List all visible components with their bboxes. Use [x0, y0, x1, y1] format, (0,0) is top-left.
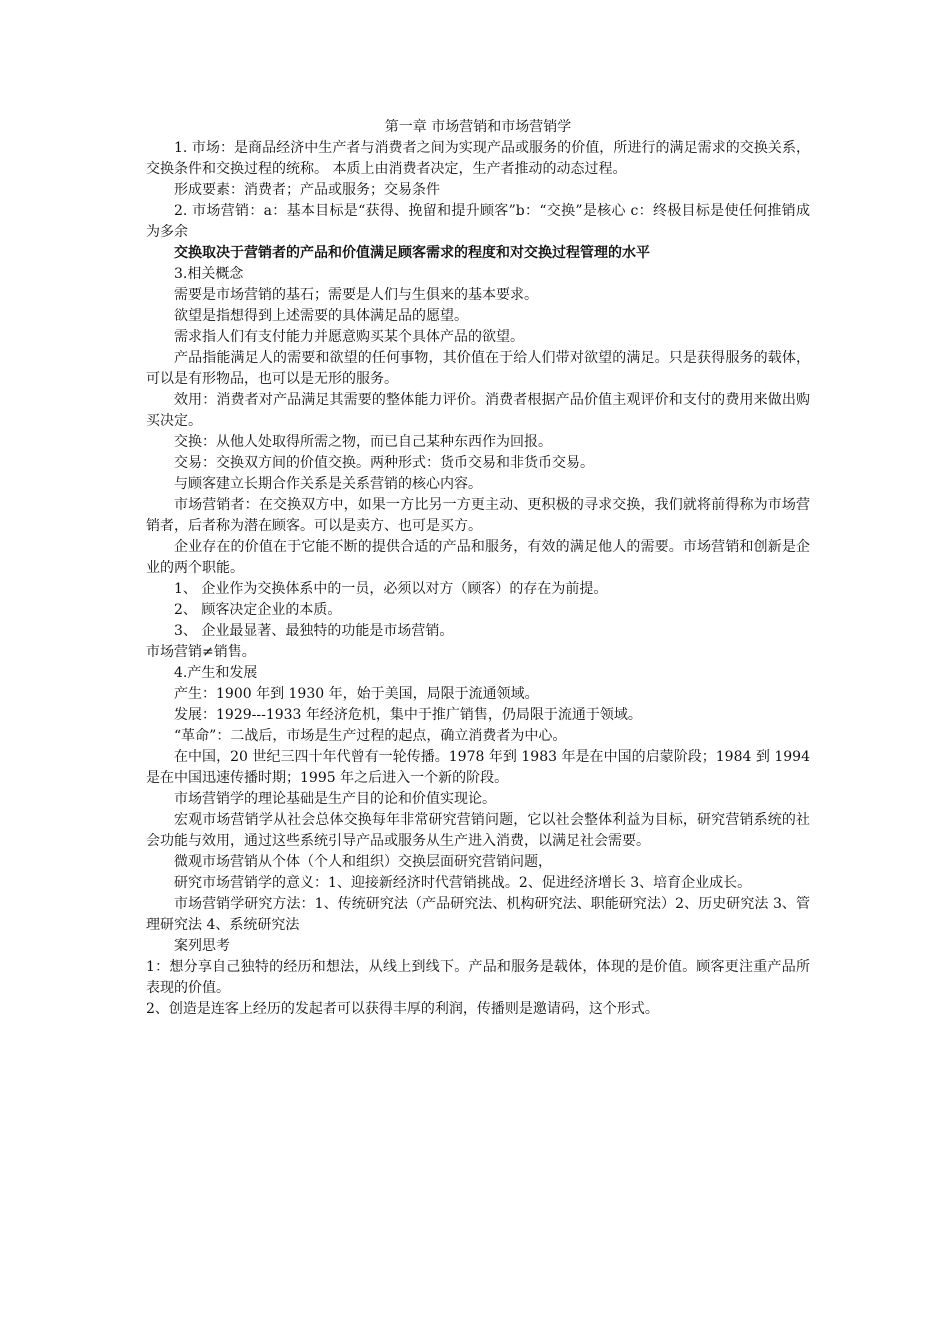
- paragraph-research-methods: 市场营销学研究方法：1、传统研究法（产品研究法、机构研究法、职能研究法）2、历史研究法 3、管理研究法 4、系统研究法: [146, 896, 810, 933]
- paragraph-wants: 欲望是指想得到上述需要的具体满足品的愿望。: [174, 308, 468, 324]
- paragraph-product: 产品指能满足人的需要和欲望的任何事物，其价值在于给人们带对欲望的满足。只是获得服务的载体，可以是有形物品，也可以是无形的服务。: [146, 350, 810, 387]
- paragraph-significance: 研究市场营销学的意义：1、迎接新经济时代营销挑战。2、促进经济增长 3、培育企业成长。: [174, 875, 752, 891]
- list-item-1: 1、 企业作为交换体系中的一员，必须以对方（顾客）的存在为前提。: [174, 581, 608, 597]
- paragraph-market-elements: 形成要素：消费者；产品或服务；交易条件: [174, 182, 440, 198]
- paragraph-theory-basis: 市场营销学的理论基础是生产目的论和价值实现论。: [174, 791, 496, 807]
- paragraph-case-1: 1：想分享自己独特的经历和想法，从线上到线下。产品和服务是载体，体现的是价值。顾客更注重产品所表现的价值。: [146, 959, 810, 996]
- paragraph-micro-marketing: 微观市场营销从个体（个人和组织）交换层面研究营销问题，: [174, 854, 552, 870]
- paragraph-marketing-definition: 2. 市场营销：a：基本目标是“获得、挽留和提升顾客”b：“交换”是核心 c：终极目标是使任何推销成为多余: [146, 203, 810, 240]
- paragraph-utility: 效用：消费者对产品满足其需要的整体能力评价。消费者根据产品价值主观评价和支付的费用来做出购买决定。: [146, 392, 810, 429]
- chapter-title: 第一章 市场营销和市场营销学: [384, 119, 572, 135]
- paragraph-exchange-key: 交换取决于营销者的产品和价值满足顾客需求的程度和对交换过程管理的水平: [174, 245, 650, 261]
- list-item-2: 2、 顾客决定企业的本质。: [174, 602, 342, 618]
- paragraph-development: 发展：1929---1933 年经济危机，集中于推广销售，仍局限于流通于领域。: [174, 707, 642, 723]
- paragraph-demand: 需求指人们有支付能力并愿意购买某个具体产品的欲望。: [174, 329, 524, 345]
- paragraph-enterprise-value: 企业存在的价值在于它能不断的提供合适的产品和服务，有效的满足他人的需要。市场营销和创新是企业的两个职能。: [146, 539, 810, 576]
- paragraph-needs: 需要是市场营销的基石；需要是人们与生俱来的基本要求。: [174, 287, 538, 303]
- list-item-3: 3、 企业最显著、最独特的功能是市场营销。: [174, 623, 454, 639]
- section-heading-concepts: 3.相关概念: [174, 266, 244, 282]
- paragraph-transaction: 交易：交换双方间的价值交换。两种形式：货币交易和非货币交易。: [174, 455, 594, 471]
- paragraph-case-2: 2、创造是连客上经历的发起者可以获得丰厚的利润，传播则是邀请码，这个形式。: [146, 1001, 659, 1017]
- section-heading-development: 4.产生和发展: [174, 665, 258, 681]
- paragraph-marketer: 市场营销者：在交换双方中，如果一方比另一方更主动、更积极的寻求交换，我们就将前得称为市场营销者，后者称为潜在顾客。可以是卖方、也可是买方。: [146, 497, 810, 534]
- paragraph-revolution: “革命”：二战后，市场是生产过程的起点，确立消费者为中心。: [174, 728, 567, 744]
- paragraph-china: 在中国，20 世纪三四十年代曾有一轮传播。1978 年到 1983 年是在中国的启蒙阶段；1984 到 1994 是在中国迅速传播时期；1995 年之后进入一个新的阶段。: [146, 749, 810, 786]
- paragraph-exchange: 交换：从他人处取得所需之物，而已自己某种东西作为回报。: [174, 434, 552, 450]
- document-page: [146, 117, 810, 1020]
- paragraph-market-definition: 1. 市场：是商品经济中生产者与消费者之间为实现产品或服务的价值，所进行的满足需求的交换关系，交换条件和交换过程的统称。 本质上由消费者决定，生产者推动的动态过程。: [146, 140, 810, 177]
- paragraph-macro-marketing: 宏观市场营销学从社会总体交换每年非常研究营销问题，它以社会整体利益为目标，研究营销系统的社会功能与效用，通过这些系统引导产品或服务从生产进入消费，以满足社会需要。: [146, 812, 810, 849]
- section-heading-case-study: 案列思考: [174, 938, 230, 954]
- paragraph-relationship-marketing: 与顾客建立长期合作关系是关系营销的核心内容。: [174, 476, 482, 492]
- paragraph-origin: 产生：1900 年到 1930 年，始于美国，局限于流通领域。: [174, 686, 539, 702]
- paragraph-marketing-not-sales: 市场营销≠销售。: [146, 644, 256, 660]
